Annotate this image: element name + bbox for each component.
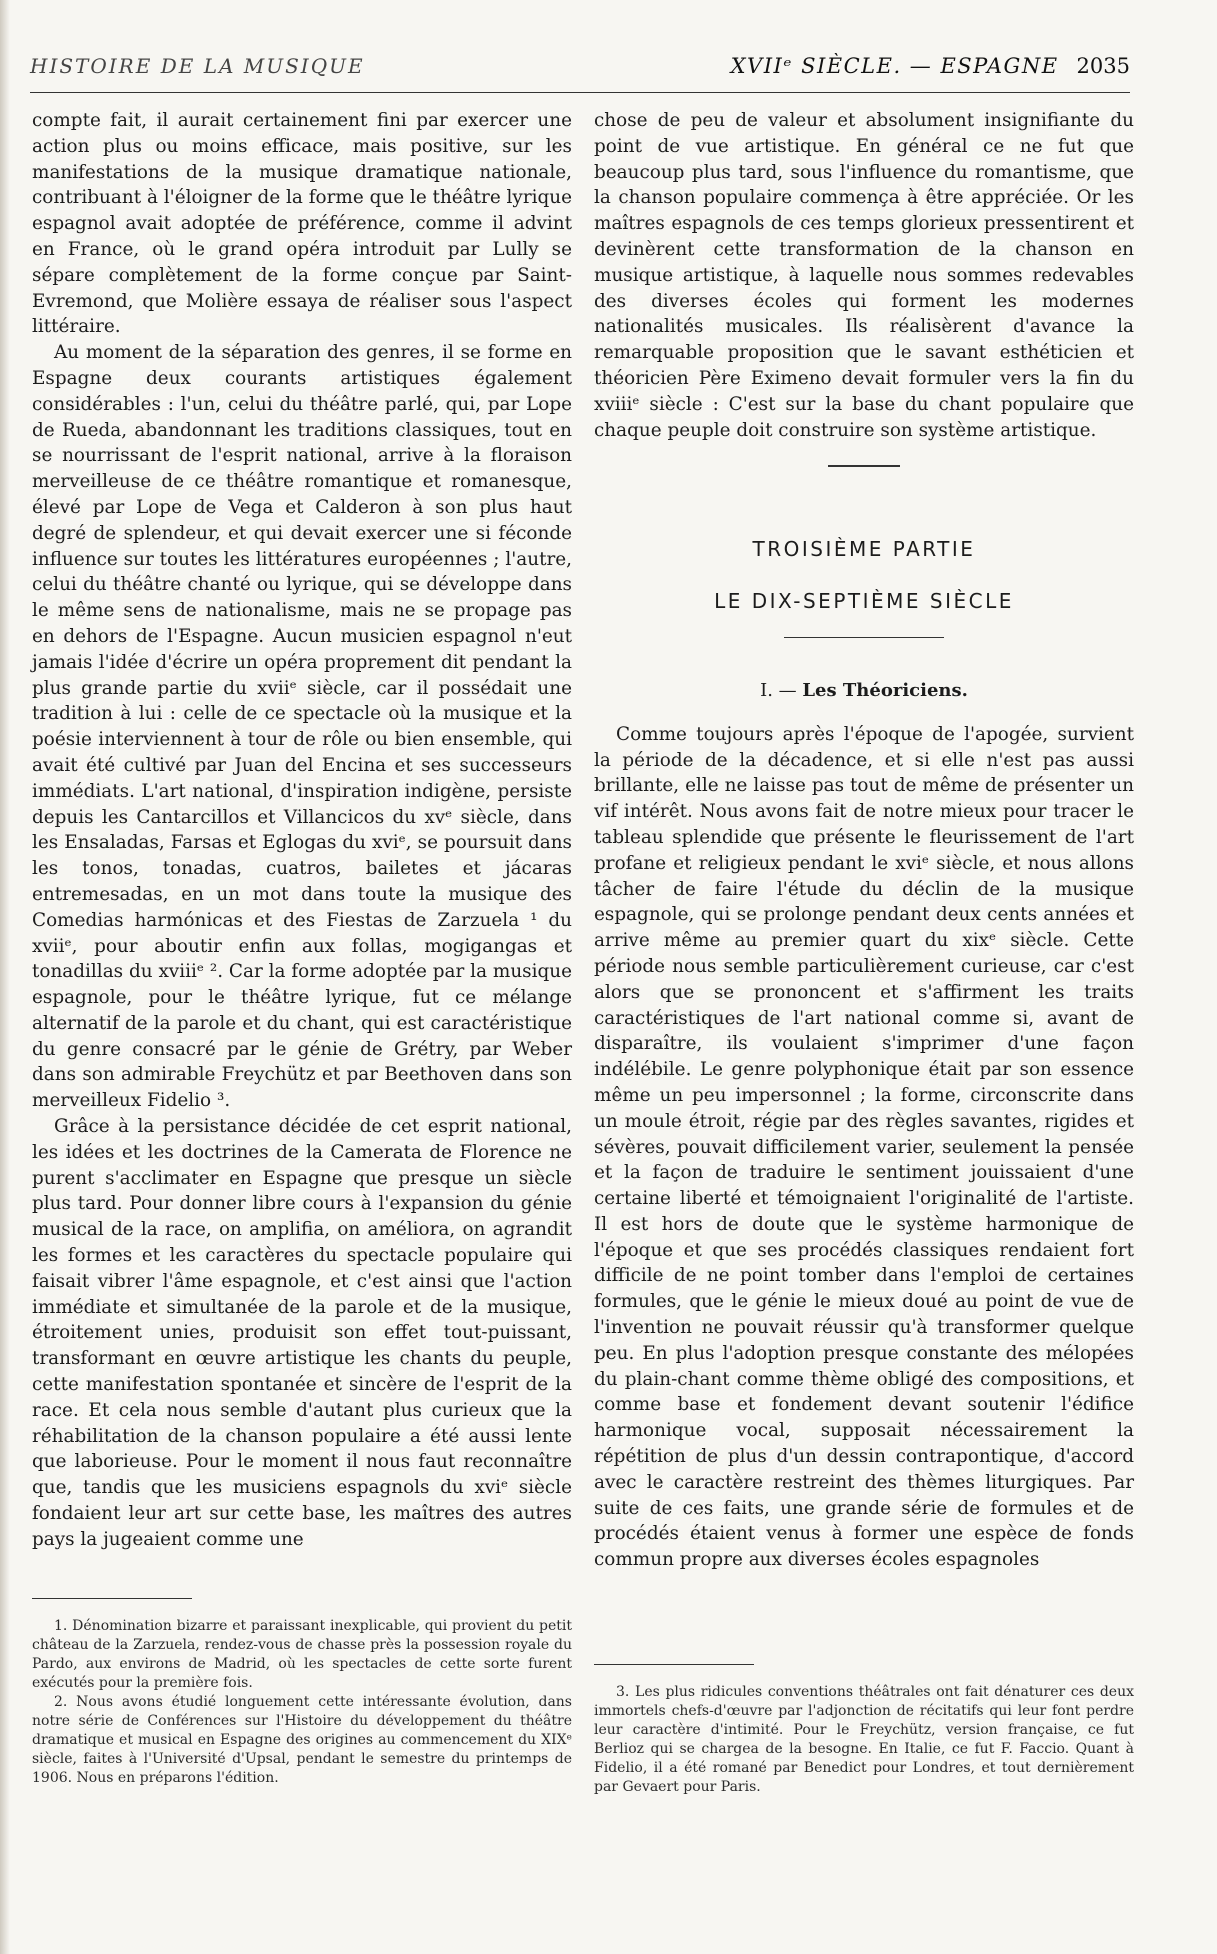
right-paragraph-1: chose de peu de valeur et absolument insignifiante du point de vue artistique. En général ce ne fut que beaucoup plus tard, sous l'influence du romantisme, que la chanson populaire commença à être appréciée. Or les maîtres espagnols de ces temps glorieux pressentirent et devinèrent cette transformation de la chanson en musique artistique, à laquelle nous sommes redevables des diverses écoles qui forment les modernes nationalités musicales. Ils réalisèrent d'avance la remarquable proposition que le savant esthéticien et théoricien Père Eximeno devait formuler vers la fin du xviiiᵉ siècle : C'est sur la base du chant populaire que chaque peuple doit construire son système artistique.: [594, 110, 1134, 441]
footnote-3: 3. Les plus ridicules conventions théâtrales ont fait dénaturer ces deux immortels chefs-d'œuvre par l'adjonction de récitatifs qui leur font perdre leur caractère d'intimité. Pour le Freychütz, version française, ce fut Berlioz qui se chargea de la besogne. En Italie, ce fut F. Faccio. Quant à Fidelio, il a été romané par Benedict pour Londres, et tout dernièrement par Gevaert pour Paris.: [594, 1684, 1134, 1795]
section-title: Les Théoriciens.: [802, 679, 968, 701]
section-heading: [594, 678, 1134, 704]
footnotes-right: [594, 1664, 1134, 1797]
page-gutter-shadow: [0, 0, 10, 1954]
running-header: [30, 52, 1130, 93]
page-number: 2035: [1076, 54, 1130, 78]
left-column: [32, 108, 572, 1553]
footnote-rule: [32, 1598, 192, 1599]
footnote-1: 1. Dénomination bizarre et paraissant inexplicable, qui provient du petit château de la Zarzuela, rendez-vous de chasse près la possession royale du Pardo, aux environs de Madrid, où les spectacles de cette sorte furent exécutés pour la première fois.: [32, 1618, 572, 1691]
header-book-title: HISTOIRE DE LA MUSIQUE: [30, 54, 365, 78]
left-paragraph-1: compte fait, il aurait certainement fini par exercer une action plus ou moins efficace, mais positive, sur les manifestations de la musique dramatique nationale, contribuant à l'éloigner de la forme que le théâtre lyrique espagnol avait adoptée de préférence, comme il advint en France, où le grand opéra introduit par Lully se sépare complètement de la forme conçue par Saint-Evremond, que Molière essaya de réaliser sous l'aspect littéraire.: [32, 110, 572, 338]
header-chapter: [731, 54, 1130, 78]
left-paragraph-2: Au moment de la séparation des genres, il se forme en Espagne deux courants artistiques également considérables : l'un, celui du théâtre parlé, qui, par Lope de Rueda, abandonnant les traditions classiques, tout en se nourrissant de l'esprit national, arrive à la floraison merveilleuse de ce théâtre romantique et romanesque, élevé par Lope de Vega et Calderon à son plus haut degré de splendeur, et qui devait exercer une si féconde influence sur toutes les littératures européennes ; l'autre, celui du théâtre chanté ou lyrique, qui se développe dans le même sens de nationalisme, mais ne se propage pas en dehors de l'Espagne. Aucun musicien espagnol n'eut jamais l'idée d'écrire un opéra proprement dit pendant la plus grande partie du xviiᵉ siècle, car il possédait une tradition à lui : celle de ce spectacle où la musique et la poésie interviennent à tour de rôle ou bien ensemble, qui avait été cultivé par Juan del Encina et ses successeurs immédiats. L'art national, d'inspiration indigène, persiste depuis les Cantarcillos et Villancicos du xvᵉ siècle, dans les Ensaladas, Farsas et Eglogas du xviᵉ, se poursuit dans les tonos, tonadas, cuatros, bailetes et jácaras entremesadas, en un mot dans toute la musique des Comedias harmónicas et des Fiestas de Zarzuela ¹ du xviiᵉ, pour aboutir enfin aux follas, mogigangas et tonadillas du xviiiᵉ ². Car la forme adoptée par la musique espagnole, pour le théâtre lyrique, fut ce mélange alternatif de la parole et du chant, qui est caractéristique du genre consacré par le génie de Grétry, par Weber dans son admirable Freychütz et par Beethoven dans son merveilleux Fidelio ³.: [32, 342, 572, 1112]
header-chapter-title: XVIIᵉ SIÈCLE. — ESPAGNE: [730, 54, 1059, 78]
part-rule: [784, 637, 944, 638]
section-divider: [828, 465, 900, 467]
section-number: I. —: [760, 679, 797, 701]
footnote-rule: [594, 1664, 754, 1665]
footnote-2: 2. Nous avons étudié longuement cette intéressante évolution, dans notre série de Conférences sur l'Histoire du développement du théâtre dramatique et musical en Espagne des origines au commencement du XIXᵉ siècle, faites à l'Université d'Upsal, pendant le semestre du printemps de 1906. Nous en préparons l'édition.: [32, 1694, 572, 1786]
right-paragraph-2: Comme toujours après l'époque de l'apogée, survient la période de la décadence, et si elle n'est pas aussi brillante, elle ne laisse pas tout de même de présenter un vif intérêt. Nous avons fait de notre mieux pour tracer le tableau splendide que présente le fleurissement de l'art profane et religieux pendant le xviᵉ siècle, et nous allons tâcher de faire l'étude du déclin de la musique espagnole, qui se prolonge pendant deux cents années et arrive même au premier quart du xixᵉ siècle. Cette période nous semble particulièrement curieuse, car c'est alors que se prononcent et s'affirment les traits caractéristiques de l'art national comme si, avant de disparaître, ils voulaient s'imprimer d'une façon indélébile. Le genre polyphonique était par son essence même un peu impersonnel ; la forme, circonscrite dans un moule étroit, régie par des règles savantes, rigides et sévères, pouvait difficilement varier, seulement la pensée et la façon de traduire le sentiment jouissaient d'une certaine liberté et témoignaient l'originalité de l'artiste. Il est hors de doute que le système harmonique de l'époque et que ses procédés classiques rendaient fort difficile de ne point tomber dans l'emploi de certaines formules, que le génie le mieux doué au point de vue de l'invention ne pouvait réussir qu'à transformer quelque peu. En plus l'adoption presque constante des mélopées du plain-chant comme thème obligé des compositions, et comme base et fondement devant soutenir l'édifice harmonique vocal, supposait nécessairement la répétition de plus d'un dessin contrapontique, d'accord avec le caractère restreint des thèmes liturgiques. Par suite de ces faits, une grande série de formules et de procédés étaient venus à former une espèce de fonds commun propre aux diverses écoles espagnoles: [594, 723, 1134, 1571]
right-column: [594, 108, 1134, 1573]
left-paragraph-3: Grâce à la persistance décidée de cet esprit national, les idées et les doctrines de la Camerata de Florence ne purent s'acclimater en Espagne que presque un siècle plus tard. Pour donner libre cours à l'expansion du génie musical de la race, on amplifia, on améliora, on agrandit les formes et les caractères du spectacle populaire qui faisait vibrer l'âme espagnole, et c'est ainsi que l'action immédiate et simultanée de la parole et de la musique, étroitement unies, produisit son effet tout-puissant, transformant en œuvre artistique les chants du peuple, cette manifestation spontanée et sincère de l'esprit de la race. Et cela nous semble d'autant plus curieux que la réhabilitation de la chanson populaire a été aussi lente que laborieuse. Pour le moment il nous faut reconnaître que, tandis que les musiciens espagnols du xviᵉ siècle fondaient leur art sur cette base, les maîtres des autres pays la jugeaient comme une: [32, 1116, 572, 1550]
part-subtitle: LE DIX-SEPTIÈME SIÈCLE: [714, 589, 1014, 614]
footnotes-left: [32, 1598, 572, 1788]
part-title: TROISIÈME PARTIE: [752, 537, 976, 562]
